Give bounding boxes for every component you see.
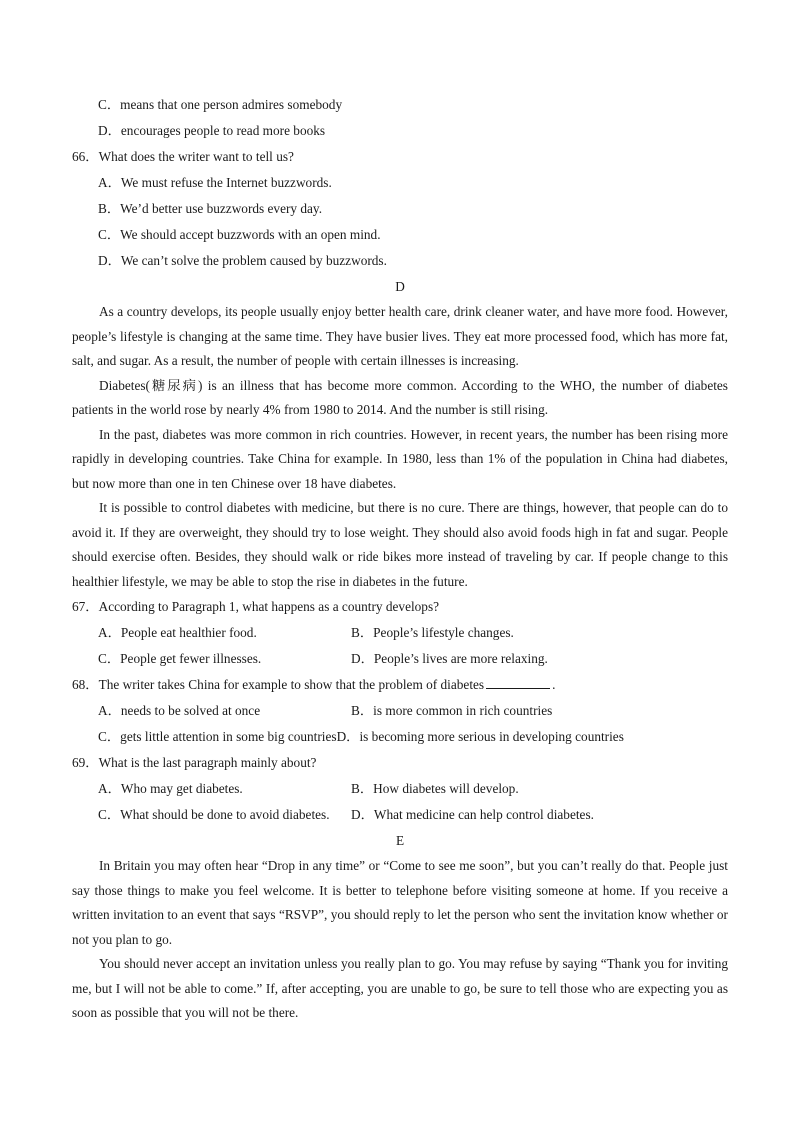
q65-option-c: C．means that one person admires somebody: [98, 97, 343, 112]
q67-option-b: B．People’s lifestyle changes.: [351, 625, 514, 640]
section-d-paragraph-1: As a country develops, its people usually enjoy better health care, drink cleaner water, and have more food. However, people’s lifestyle is changing at the same time. They have busier lives. They eat more processed food, which has more fat, salt, and sugar. As a result, the number of people with certain illnesses is increasing.: [72, 304, 728, 368]
q67-option-a: A．People eat healthier food.: [98, 625, 257, 640]
q66-option-a: A．We must refuse the Internet buzzwords.: [98, 175, 332, 190]
q68-answer-blank: [486, 674, 550, 689]
q66-stem: 66．What does the writer want to tell us?: [72, 149, 294, 164]
q68-stem: 68．The writer takes China for example to show that the problem of diabetes: [72, 677, 485, 692]
q67-option-c: C．People get fewer illnesses.: [98, 651, 262, 666]
q68-option-c: C．gets little attention in some big countries: [98, 729, 337, 744]
section-d-paragraph-2: Diabetes(糖尿病) is an illness that has become more common. According to the WHO, the number of diabetes patients in the world rose by nearly 4% from 1980 to 2014. And the number is still rising.: [72, 377, 728, 417]
q69-option-c: C．What should be done to avoid diabetes.: [98, 807, 330, 822]
section-d-heading: D: [395, 279, 405, 294]
q68-option-b: B．is more common in rich countries: [351, 703, 553, 718]
section-e-heading: E: [395, 833, 405, 848]
section-e-paragraph-1: In Britain you may often hear “Drop in any time” or “Come to see me soon”, but you can’t really do that. People just say those things to make you feel welcome. It is better to telephone before visiting someone at home. If you receive a written invitation to an event that says “RSVP”, you should reply to let the person who sent the invitation know whether or not you plan to go.: [72, 858, 728, 947]
q68-stem-line: [72, 672, 728, 698]
section-d-paragraph-3: In the past, diabetes was more common in rich countries. However, in recent years, the number has been rising more rapidly in developing countries. Take China for example. In 1980, less than 1% of the population in China had diabetes, but now more than one in ten Chinese over 18 have diabetes.: [72, 426, 728, 491]
q69-stem: 69．What is the last paragraph mainly about?: [72, 755, 317, 770]
q69-options-row-1: [72, 776, 728, 802]
q69-options-row-2: [72, 802, 728, 828]
q68-option-a: A．needs to be solved at once: [98, 703, 261, 718]
q69-option-d: D．What medicine can help control diabetes.: [351, 807, 594, 822]
q68-option-d: D．is becoming more serious in developing countries: [336, 729, 624, 744]
q68-options-row-2: [72, 724, 728, 750]
q69-option-a: A．Who may get diabetes.: [98, 781, 243, 796]
q66-option-d: D．We can’t solve the problem caused by buzzwords.: [98, 253, 387, 268]
q68-options-row-1: [72, 698, 728, 724]
q69-option-b: B．How diabetes will develop.: [351, 781, 519, 796]
q66-option-c: C．We should accept buzzwords with an open mind.: [98, 227, 381, 242]
q67-options-row-2: [72, 646, 728, 672]
q67-option-d: D．People’s lives are more relaxing.: [351, 651, 548, 666]
q68-stem-end: .: [552, 677, 556, 692]
q66-option-b: B．We’d better use buzzwords every day.: [98, 201, 323, 216]
section-d-paragraph-4: It is possible to control diabetes with medicine, but there is no cure. There are things, however, that people can do to avoid it. If they are overweight, they should try to lose weight. They should also avoid foods high in fat and sugar. People should exercise often. Besides, they should walk or ride bikes more instead of traveling by car. If people change to this healthier lifestyle, we may be able to stop the rise in diabetes in the future.: [72, 500, 728, 589]
q67-stem: 67．According to Paragraph 1, what happens as a country develops?: [72, 599, 440, 614]
section-e-paragraph-2: You should never accept an invitation unless you really plan to go. You may refuse by saying “Thank you for inviting me, but I will not be able to come.” If, after accepting, you are unable to go, be sure to tell those who are expecting you as soon as possible that you will not be there.: [72, 956, 728, 1020]
q67-options-row-1: [72, 620, 728, 646]
q65-option-d: D．encourages people to read more books: [98, 123, 326, 138]
exam-page: [72, 92, 728, 1026]
